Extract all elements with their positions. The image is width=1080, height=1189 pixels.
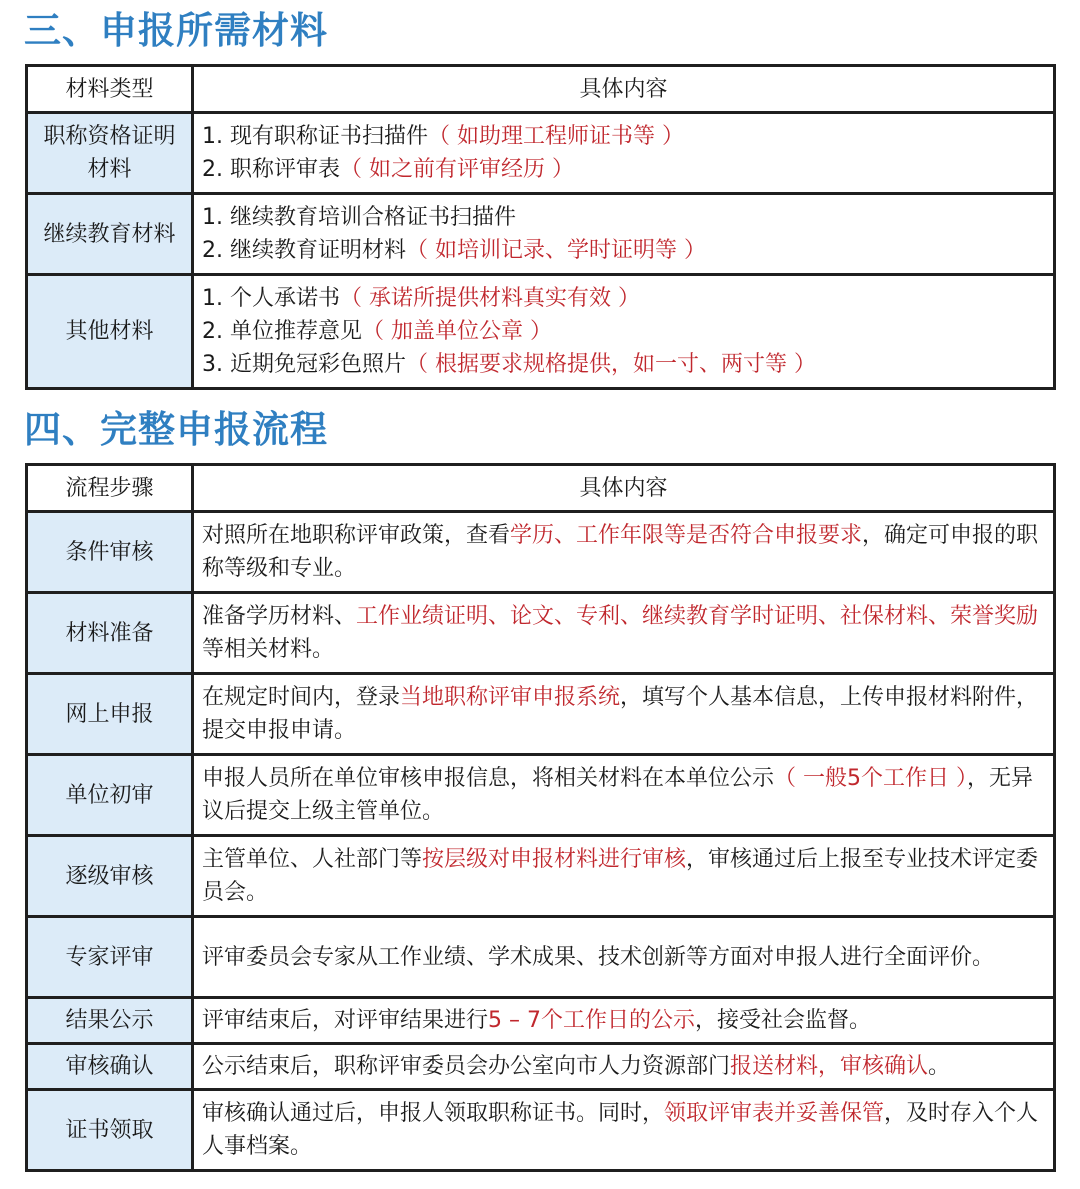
header-step: 流程步骤 — [27, 465, 193, 512]
step-cell: 材料准备 — [27, 593, 193, 674]
table-row — [27, 1044, 1055, 1090]
content-cell: 评审结束后，对评审结果进行5 – 7个工作日的公示，接受社会监督。 — [193, 998, 1055, 1044]
table-row — [27, 998, 1055, 1044]
header-material-type: 材料类型 — [27, 66, 193, 113]
process-table — [25, 463, 1056, 1172]
content-cell — [193, 113, 1055, 194]
list-item: 3. 近期免冠彩色照片（ 根据要求规格提供，如一寸、两寸等 ） — [202, 352, 816, 377]
content-cell: 公示结束后，职称评审委员会办公室向市人力资源部门报送材料，审核确认。 — [193, 1044, 1055, 1090]
process-header-row — [27, 465, 1055, 512]
content-cell: 对照所在地职称评审政策，查看学历、工作年限等是否符合申报要求，确定可申报的职称等级和专业。 — [193, 512, 1055, 593]
content-cell — [193, 275, 1055, 389]
materials-header-row — [27, 66, 1055, 113]
step-cell: 条件审核 — [27, 512, 193, 593]
step-cell: 逐级审核 — [27, 836, 193, 917]
list-item: 2. 继续教育证明材料（ 如培训记录、学时证明等 ） — [202, 238, 706, 263]
step-cell: 证书领取 — [27, 1090, 193, 1171]
table-row — [27, 755, 1055, 836]
step-cell: 审核确认 — [27, 1044, 193, 1090]
content-cell: 主管单位、人社部门等按层级对申报材料进行审核，审核通过后上报至专业技术评定委员会。 — [193, 836, 1055, 917]
content-cell: 准备学历材料、工作业绩证明、论文、专利、继续教育学时证明、社保材料、荣誉奖励等相关材料。 — [193, 593, 1055, 674]
list-item: 2. 单位推荐意见（ 加盖单位公章 ） — [202, 319, 552, 344]
table-row — [27, 836, 1055, 917]
table-row — [27, 917, 1055, 998]
category-cell: 其他材料 — [27, 275, 193, 389]
category-cell: 继续教育材料 — [27, 194, 193, 275]
list-item: 2. 职称评审表（ 如之前有评审经历 ） — [202, 157, 574, 182]
content-cell — [193, 194, 1055, 275]
step-cell: 单位初审 — [27, 755, 193, 836]
content-cell: 评审委员会专家从工作业绩、学术成果、技术创新等方面对申报人进行全面评价。 — [193, 917, 1055, 998]
table-row — [27, 194, 1055, 275]
list-item: 1. 个人承诺书（ 承诺所提供材料真实有效 ） — [202, 286, 640, 311]
list-item: 1. 现有职称证书扫描件（ 如助理工程师证书等 ） — [202, 124, 684, 149]
header-content: 具体内容 — [193, 66, 1055, 113]
table-row — [27, 593, 1055, 674]
table-row — [27, 1090, 1055, 1171]
table-row — [27, 275, 1055, 389]
list-item: 1. 继续教育培训合格证书扫描件 — [202, 205, 516, 230]
materials-table — [25, 64, 1056, 390]
table-row — [27, 512, 1055, 593]
content-cell: 审核确认通过后，申报人领取职称证书。同时，领取评审表并妥善保管，及时存入个人人事档案。 — [193, 1090, 1055, 1171]
table-row — [27, 113, 1055, 194]
content-cell: 在规定时间内，登录当地职称评审申报系统，填写个人基本信息，上传申报材料附件，提交申报申请。 — [193, 674, 1055, 755]
step-cell: 网上申报 — [27, 674, 193, 755]
header-content: 具体内容 — [193, 465, 1055, 512]
section-title-materials: 三、申报所需材料 — [24, 9, 328, 52]
step-cell: 专家评审 — [27, 917, 193, 998]
content-cell: 申报人员所在单位审核申报信息，将相关材料在本单位公示（ 一般5个工作日 ），无异议后提交上级主管单位。 — [193, 755, 1055, 836]
table-row — [27, 674, 1055, 755]
section-title-process: 四、完整申报流程 — [24, 408, 328, 451]
step-cell: 结果公示 — [27, 998, 193, 1044]
category-cell: 职称资格证明材料 — [27, 113, 193, 194]
